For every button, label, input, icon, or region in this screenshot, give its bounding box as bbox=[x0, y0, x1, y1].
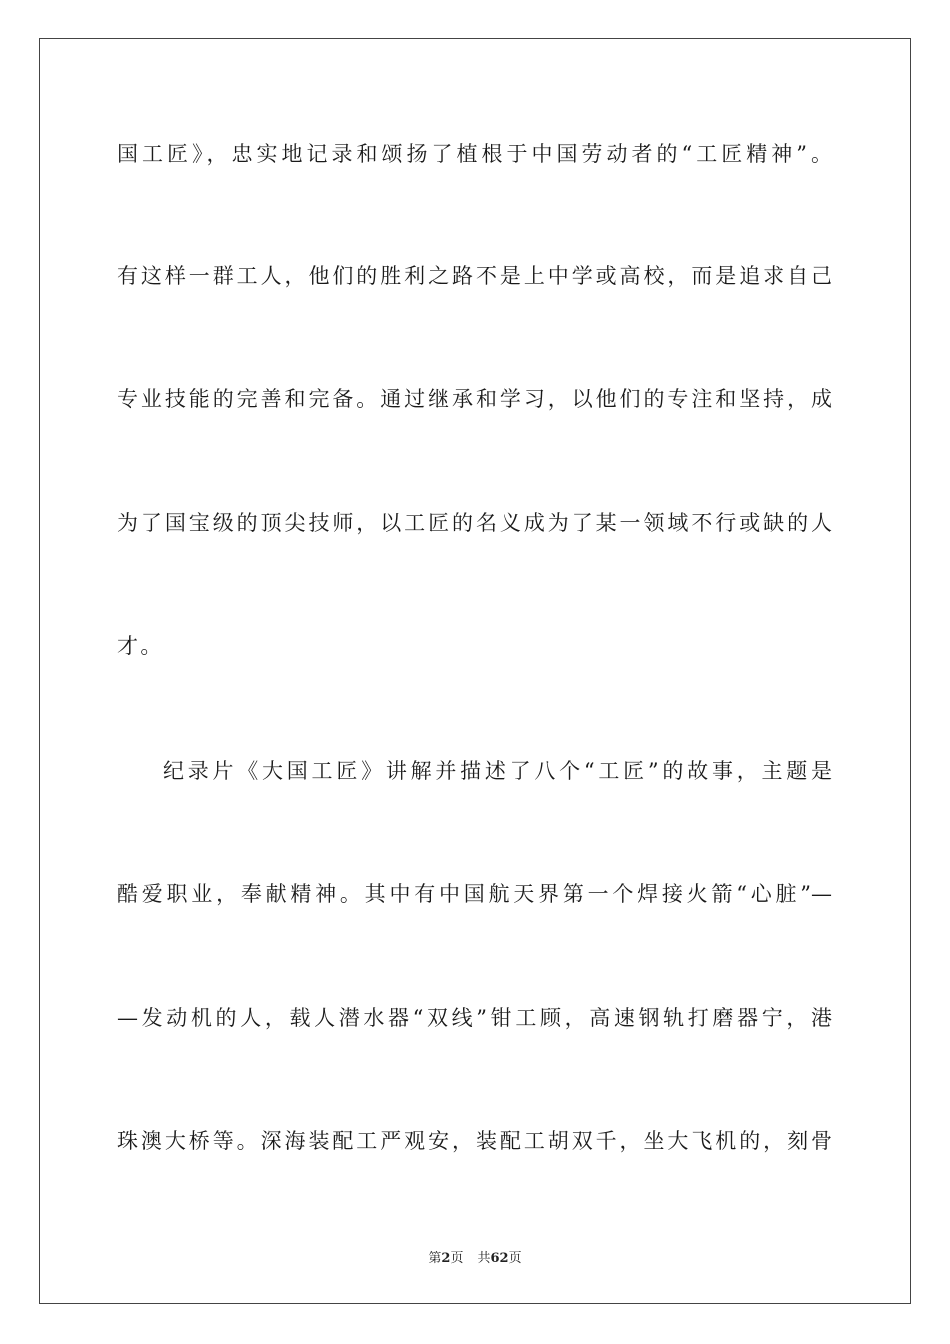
total-pages-label: 共62页 bbox=[477, 1251, 522, 1266]
body-line-5: 才。 bbox=[117, 634, 164, 658]
page-number-label: 第2页 bbox=[428, 1251, 464, 1266]
body-line-9: 珠澳大桥等。深海装配工严观安，装配工胡双千，坐大飞机的，刻骨 bbox=[117, 1129, 832, 1153]
page-footer bbox=[0, 1247, 950, 1266]
body-line-3: 专业技能的完善和完备。通过继承和学习，以他们的专注和坚持，成 bbox=[117, 387, 832, 411]
body-line-6: 纪录片《大国工匠》讲解并描述了八个“工匠”的故事，主题是 bbox=[163, 759, 832, 783]
body-line-2: 有这样一群工人，他们的胜利之路不是上中学或高校，而是追求自己 bbox=[117, 264, 832, 288]
page-border bbox=[39, 38, 911, 1304]
body-line-8: —发动机的人，载人潜水器“双线”钳工顾，高速钢轨打磨器宁，港 bbox=[117, 1006, 832, 1030]
body-line-7: 酷爱职业，奉献精神。其中有中国航天界第一个焊接火箭“心脏”— bbox=[117, 882, 832, 906]
body-line-1: 国工匠》，忠实地记录和颂扬了植根于中国劳动者的“工匠精神”。 bbox=[117, 142, 832, 166]
body-line-4: 为了国宝级的顶尖技师，以工匠的名义成为了某一领域不行或缺的人 bbox=[117, 511, 832, 535]
